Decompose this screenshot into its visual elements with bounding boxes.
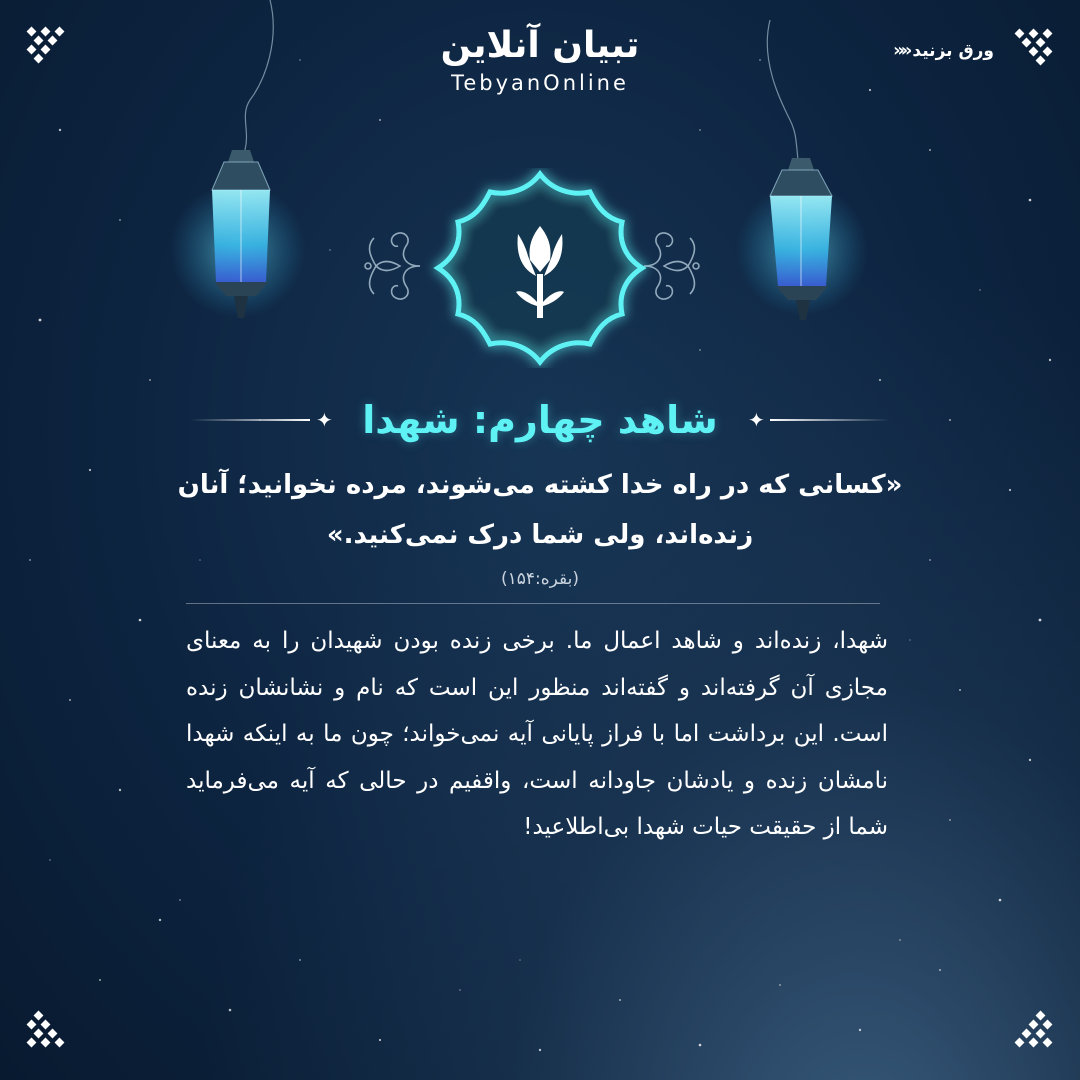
- quran-quote: «کسانی که در راه خدا کشته می‌شوند، مرده نخوانید؛ آنان زنده‌اند، ولی شما درک نمی‌کنید.»: [177, 470, 903, 550]
- lantern-icon: [730, 0, 870, 330]
- quote-reference: (بقره:۱۵۴): [500, 569, 580, 589]
- brand-logo: [0, 22, 1080, 96]
- section-heading: [0, 392, 1080, 448]
- content-divider: [186, 603, 880, 604]
- dot-grid-logo-icon: [26, 1010, 66, 1050]
- brand-name-persian: تبیان آنلاین: [440, 25, 640, 66]
- tulip-emblem: [420, 168, 660, 368]
- double-chevron-left-icon: »»: [893, 40, 909, 61]
- body-paragraph: شهدا، زنده‌اند و شاهد اعمال ما. برخی زنده بودن شهیدان را به معنای مجازی آن گرفته‌اند و گفته‌اند منظور این است که نام و نشانشان زنده است. این برداشت اما با فراز پایانی آیه نمی‌خواند؛ چون ما به اینکه شهدا نامشان زنده و یادشان جاودانه است، واقفیم در حالی که آیه می‌فرماید شما از حقیقت حیات شهدا بی‌اطلاعید!: [186, 628, 888, 840]
- arabesque-ornament-icon: [360, 216, 424, 316]
- dot-grid-logo-icon: [1014, 1010, 1054, 1050]
- swipe-label: ورق بزنید: [912, 40, 994, 61]
- lantern-icon: [170, 0, 310, 330]
- sparkle-icon: ✦: [316, 408, 333, 432]
- sparkle-icon: ✦: [748, 408, 765, 432]
- heading-divider-line: [770, 419, 890, 421]
- heading-divider-line: [190, 419, 310, 421]
- brand-name-english: TebyanOnline: [451, 71, 629, 95]
- section-title: شاهد چهارم: شهدا: [362, 398, 718, 442]
